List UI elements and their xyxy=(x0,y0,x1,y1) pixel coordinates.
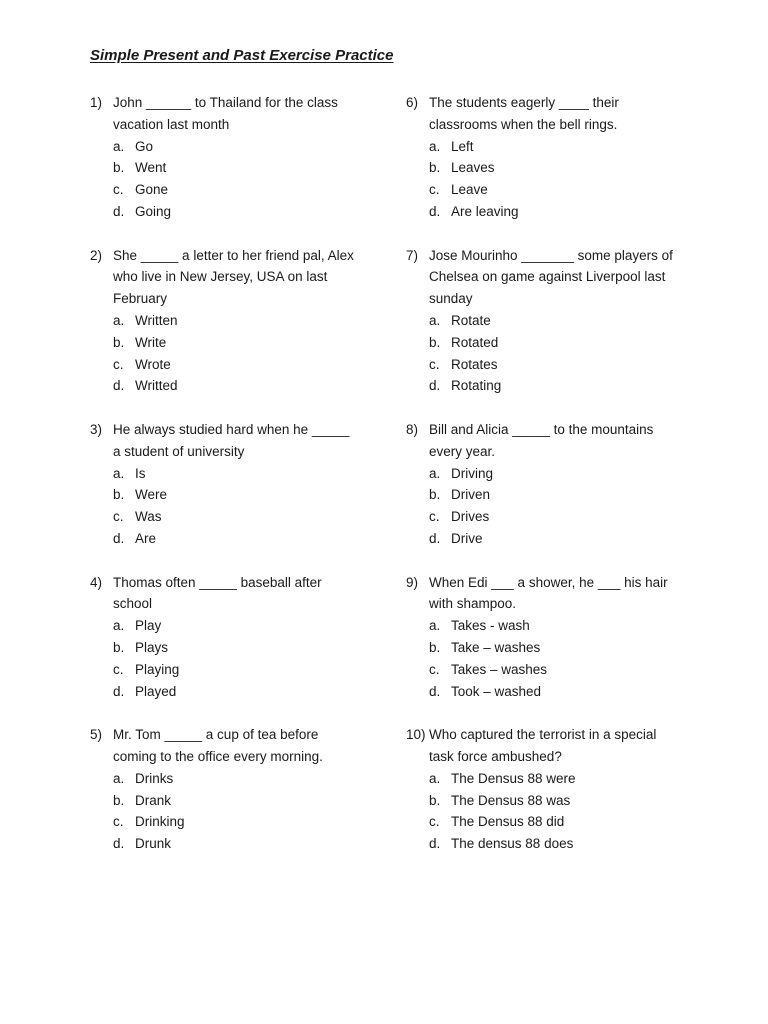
answer-option xyxy=(90,681,380,703)
option-letter: a. xyxy=(113,465,125,481)
answer-option xyxy=(406,332,696,354)
option-text: Gone xyxy=(135,182,169,198)
option-text: The Densus 88 did xyxy=(451,814,565,830)
answer-option xyxy=(90,354,380,376)
option-letter: d. xyxy=(429,203,441,219)
question-prompt xyxy=(90,724,380,768)
option-text: Drank xyxy=(135,792,172,808)
question-text: He always studied hard when he _____ a student of university xyxy=(113,421,350,459)
answer-option xyxy=(406,768,696,790)
option-text: Drunk xyxy=(135,836,172,852)
option-letter: b. xyxy=(429,487,441,503)
question-number: 4) xyxy=(90,574,103,590)
option-letter: c. xyxy=(429,509,440,525)
option-letter: c. xyxy=(113,661,124,677)
answer-option xyxy=(406,463,696,485)
answer-option xyxy=(406,179,696,201)
option-letter: d. xyxy=(113,203,125,219)
option-text: The Densus 88 were xyxy=(451,770,576,786)
option-text: Takes – washes xyxy=(451,661,548,677)
question-number: 3) xyxy=(90,421,103,437)
question-prompt xyxy=(90,92,380,136)
option-letter: d. xyxy=(113,530,125,546)
question-prompt xyxy=(90,419,380,463)
question-text: Thomas often _____ baseball after school xyxy=(113,574,322,612)
option-letter: c. xyxy=(429,814,440,830)
question-item xyxy=(406,419,696,550)
question-prompt xyxy=(406,92,696,136)
right-question-column xyxy=(406,92,696,877)
answer-option xyxy=(406,615,696,637)
answer-option xyxy=(406,484,696,506)
option-letter: d. xyxy=(429,378,441,394)
option-letter: d. xyxy=(429,683,441,699)
answer-option xyxy=(406,506,696,528)
option-text: Went xyxy=(135,160,167,176)
question-item xyxy=(90,572,380,703)
option-letter: d. xyxy=(429,530,441,546)
option-text: Is xyxy=(135,465,146,481)
question-text: She _____ a letter to her friend pal, Alex who live in New Jersey, USA on last February xyxy=(113,247,354,307)
question-item xyxy=(90,92,380,223)
answer-option xyxy=(90,506,380,528)
answer-option xyxy=(406,833,696,855)
answer-option xyxy=(406,659,696,681)
option-text: Drive xyxy=(451,530,483,546)
answer-option xyxy=(90,637,380,659)
option-text: Are xyxy=(135,530,157,546)
question-item xyxy=(90,245,380,398)
answer-option xyxy=(406,637,696,659)
option-text: Played xyxy=(135,683,177,699)
question-item xyxy=(90,419,380,550)
option-text: Rotating xyxy=(451,378,502,394)
question-item xyxy=(406,92,696,223)
option-text: Rotate xyxy=(451,312,491,328)
option-text: Drives xyxy=(451,509,490,525)
answer-option xyxy=(90,659,380,681)
option-letter: a. xyxy=(429,618,441,634)
option-letter: b. xyxy=(429,639,441,655)
option-text: Plays xyxy=(135,639,169,655)
option-letter: d. xyxy=(113,683,125,699)
question-number: 8) xyxy=(406,421,419,437)
option-text: Play xyxy=(135,618,162,634)
question-prompt xyxy=(90,245,380,310)
option-letter: a. xyxy=(429,465,441,481)
option-text: Going xyxy=(135,203,172,219)
question-number: 5) xyxy=(90,727,103,743)
answer-option xyxy=(90,201,380,223)
option-letter: b. xyxy=(113,334,125,350)
question-number: 2) xyxy=(90,247,103,263)
answer-option xyxy=(406,681,696,703)
option-text: Writted xyxy=(135,378,178,394)
answer-option xyxy=(90,310,380,332)
answer-option xyxy=(90,790,380,812)
option-text: Wrote xyxy=(135,356,171,372)
option-text: Drinking xyxy=(135,814,185,830)
answer-option xyxy=(90,484,380,506)
question-text: The students eagerly ____ their classrooms when the bell rings. xyxy=(429,95,619,132)
option-text: Written xyxy=(135,312,178,328)
option-text: Leaves xyxy=(451,160,495,176)
option-text: Took – washed xyxy=(451,683,542,699)
option-text: Leave xyxy=(451,182,488,198)
answer-option xyxy=(90,833,380,855)
question-number: 7) xyxy=(406,247,419,263)
option-letter: b. xyxy=(429,334,441,350)
question-item xyxy=(406,245,696,398)
option-letter: c. xyxy=(113,509,124,525)
option-letter: a. xyxy=(113,618,125,634)
answer-option xyxy=(90,179,380,201)
option-text: Are leaving xyxy=(451,203,519,219)
option-text: The densus 88 does xyxy=(451,836,574,852)
option-letter: c. xyxy=(113,356,124,372)
option-letter: c. xyxy=(113,814,124,830)
option-text: Driving xyxy=(451,465,494,481)
question-text: Who captured the terrorist in a special task force ambushed? xyxy=(429,727,657,764)
answer-option xyxy=(406,811,696,833)
option-letter: b. xyxy=(113,487,125,503)
left-question-column xyxy=(90,92,380,877)
option-text: Rotated xyxy=(451,334,499,350)
question-prompt xyxy=(90,572,380,616)
question-text: When Edi ___ a shower, he ___ his hair with shampoo. xyxy=(429,574,668,612)
option-letter: c. xyxy=(429,661,440,677)
question-text: Bill and Alicia _____ to the mountains every year. xyxy=(429,421,654,459)
answer-option xyxy=(406,354,696,376)
answer-option xyxy=(90,332,380,354)
answer-option xyxy=(406,790,696,812)
option-letter: a. xyxy=(429,770,441,786)
option-letter: b. xyxy=(429,792,441,808)
question-text: John ______ to Thailand for the class vacation last month xyxy=(113,95,338,132)
question-number: 10) xyxy=(406,727,426,743)
answer-option xyxy=(406,528,696,550)
question-item xyxy=(90,724,380,855)
option-letter: c. xyxy=(429,182,440,198)
option-letter: d. xyxy=(429,836,441,852)
question-item xyxy=(406,724,696,855)
option-text: Rotates xyxy=(451,356,498,372)
answer-option xyxy=(406,157,696,179)
option-letter: b. xyxy=(113,639,125,655)
option-text: Were xyxy=(135,487,168,503)
option-letter: b. xyxy=(113,160,125,176)
answer-option xyxy=(90,615,380,637)
option-letter: c. xyxy=(113,182,124,198)
question-number: 9) xyxy=(406,574,419,590)
question-number: 6) xyxy=(406,95,419,110)
option-letter: c. xyxy=(429,356,440,372)
answer-option xyxy=(406,136,696,158)
option-text: Left xyxy=(451,138,474,154)
question-item xyxy=(406,572,696,703)
option-letter: a. xyxy=(429,312,441,328)
answer-option xyxy=(90,375,380,397)
answer-option xyxy=(90,136,380,158)
answer-option xyxy=(406,201,696,223)
answer-option xyxy=(406,310,696,332)
option-letter: d. xyxy=(113,378,125,394)
option-text: Write xyxy=(135,334,167,350)
question-text: Jose Mourinho _______ some players of Chelsea on game against Liverpool last sunday xyxy=(429,247,673,307)
option-text: Go xyxy=(135,138,154,154)
option-text: Drinks xyxy=(135,770,174,786)
question-number: 1) xyxy=(90,95,103,110)
answer-option xyxy=(90,463,380,485)
option-text: Was xyxy=(135,509,162,525)
answer-option xyxy=(90,811,380,833)
question-prompt xyxy=(406,245,696,310)
question-text: Mr. Tom _____ a cup of tea before coming to the office every morning. xyxy=(113,727,323,764)
answer-option xyxy=(90,528,380,550)
option-text: Takes - wash xyxy=(451,618,530,634)
question-prompt xyxy=(406,724,696,768)
option-letter: a. xyxy=(113,770,125,786)
option-letter: b. xyxy=(429,160,441,176)
answer-option xyxy=(90,768,380,790)
option-letter: a. xyxy=(113,312,125,328)
option-letter: a. xyxy=(113,138,125,154)
option-text: Driven xyxy=(451,487,491,503)
option-letter: d. xyxy=(113,836,125,852)
page-title: Simple Present and Past Exercise Practice xyxy=(90,47,394,64)
option-letter: a. xyxy=(429,138,441,154)
question-prompt xyxy=(406,572,696,616)
option-text: The Densus 88 was xyxy=(451,792,571,808)
answer-option xyxy=(406,375,696,397)
option-text: Playing xyxy=(135,661,180,677)
question-prompt xyxy=(406,419,696,463)
option-letter: b. xyxy=(113,792,125,808)
answer-option xyxy=(90,157,380,179)
option-text: Take – washes xyxy=(451,639,541,655)
